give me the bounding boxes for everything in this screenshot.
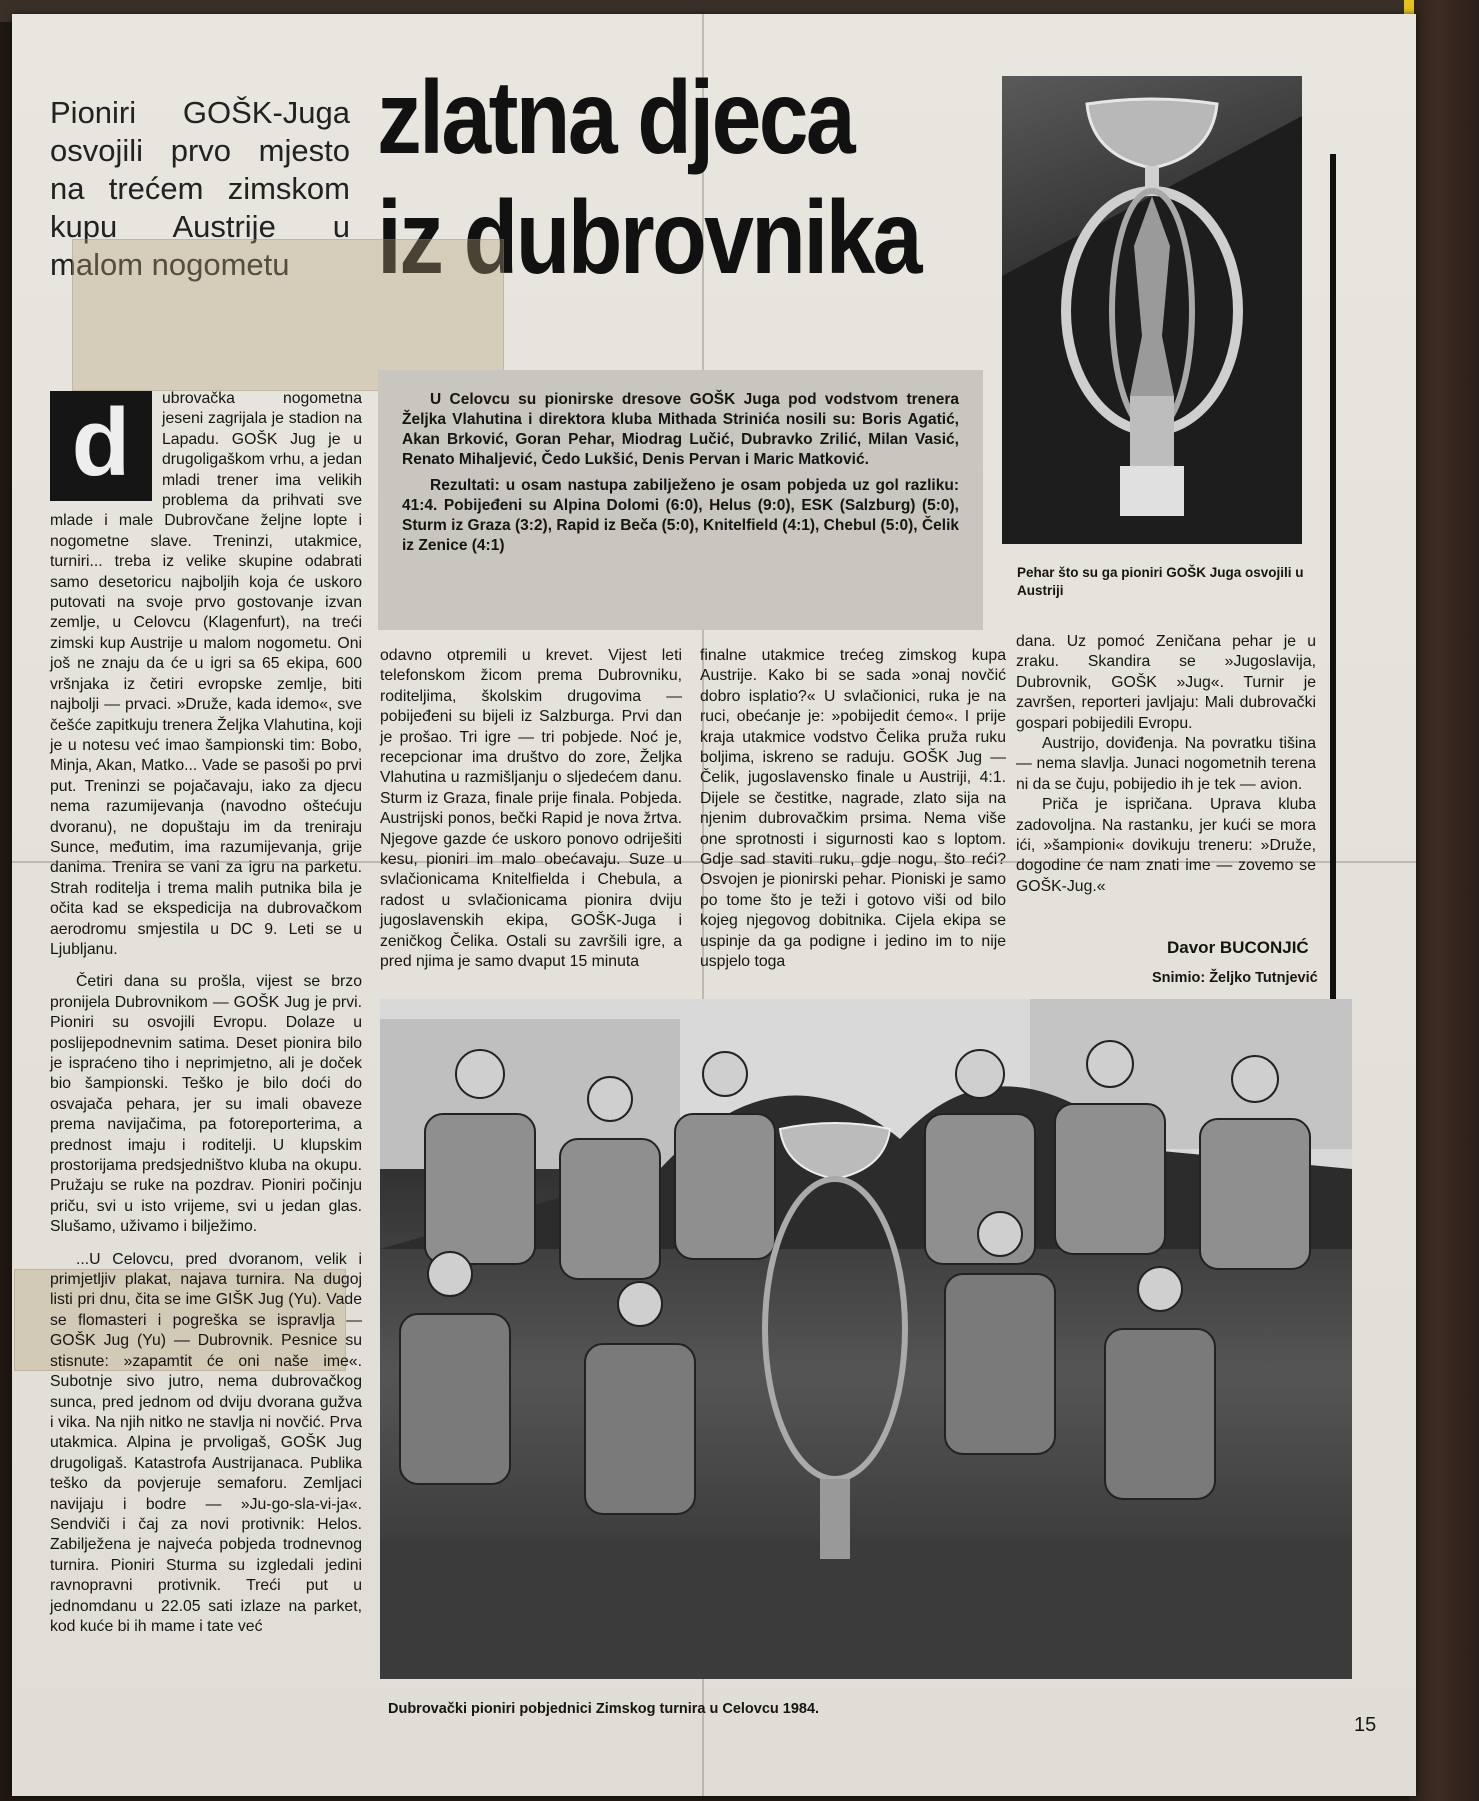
headline-line-2: iz dubrovnika (377, 180, 920, 296)
column-1-paragraph-1: ubrovačka nogometna jeseni zagrijala je stadion na Lapadu. GOŠK Jug je u drugoligaškom vrhu, a jedan mladi trener ima velikih problema da prihvati sve mlade i male Dubrovčane željne lopte i nogometne slave. Treninzi, utakmice, turniri... treba iz velike skupine odabrati samo desetoricu najboljih koja će uskoro putovati na svoje prvo gostovanje izvan zemlje, u Celovcu (Klagenfurt), na treći zimski kup Austrije u malom nogometu. Oni još ne znaju da će u igri sa 65 ekipa, 600 vršnjaka iz četiri evropske zemlje, biti najbolji — prvaci. »Druže, kada idemo«, sve češće zapitkuju trenera Željka Vlahutina, koji je u notesu već imao šampionski tim: Bobo, Minja, Akan, Matko... Vade se pasoši po prvi put. Treninzi se pojačavaju, iako za djecu nema razumijevanja (navodno oštećuju dvoranu), ne dopuštaju im da treniraju Sunce, međutim, ima razumijevanja, grije danima. Trenira se vani za igru na parketu. Strah roditelja i trema malih putnika bila je očita kad se ekspedicija na dubrovačkom aerodromu smjestila u DC 9. Leti se u Ljubljanu. (50, 390, 362, 958)
team-photo-illustration (380, 999, 1352, 1679)
trophy-photo (1002, 76, 1302, 544)
column-3 (700, 646, 1006, 973)
info-box (378, 370, 983, 630)
column-3-text: finalne utakmice trećeg zimskog kupa Austrije. Kako bi se sada »onaj novčić dobro isplatio?« U svlačionici, ruka je na ruci, obećanje je: »pobijedit ćemo«. I prije kraja utakmice vodstvo Čelika pruža ruku boljima, iskreno se raduju. GOŠK Jug — Čelik, jugoslavensko finale u Austriji, 4:1. Dijele se čestitke, nagrade, zlato sija na njenim dubrovačkim prsima. Nema više one sprotnosti i sigurnosti kao s loptom. Gdje sad staviti ruku, gdje nogu, što reći? Osvojen je pionirski pehar. Pioniski je samo po tome što je teži i gotovo viši od bilo kojeg njegovog dobitnika. Cijela ekipa se uspinje da ga podigne i jedino im to nije uspjelo toga (700, 647, 1006, 971)
column-4-paragraph-2: Austrijo, doviđenja. Na povratku tišina — nema slavlja. Junaci nogometnih terena ni da se čuju, pobijedio ih je tek — avion. (1016, 735, 1316, 793)
team-caption: Dubrovački pioniri pobjednici Zimskog turnira u Celovcu 1984. (388, 1701, 820, 1717)
headline-line-1: zlatna djeca (377, 60, 854, 176)
intro-deck: Pioniri GOŠK-Juga osvojili prvo mjesto na trećem zimskom kupu Austrije u malom nogometu (50, 95, 350, 282)
newspaper-page (12, 14, 1416, 1796)
column-4-paragraph-1: dana. Uz pomoć Zeničana pehar je u zraku. Skandira se »Jugoslavija, Dubrovnik, GOŠK »Jug«. Turnir je završen, reporteri javljaju: Mali dubrovački gospari pobijedili Evropu. (1016, 633, 1316, 732)
results-text: Rezultati: u osam nastupa zabilježeno je osam pobjeda uz gol razliku: 41:4. Pobijeđeni su Alpina Dolomi (6:0), Helus (9:0), ESK (Salzburg) (5:0), Sturm iz Graza (3:2), Rapid iz Beča (5:0), Knitelfield (4:1), Chebul (5:0), Čelik iz Zenice (4:1) (402, 477, 959, 554)
trophy-caption: Pehar što su ga pioniri GOŠK Juga osvojili u Austriji (1017, 565, 1304, 598)
photo-credit: Snimio: Željko Tutnjević (1152, 970, 1318, 986)
column-1 (50, 389, 362, 1637)
column-1-paragraph-2: Četiri dana su prošla, vijest se brzo pronijela Dubrovnikom — GOŠK Jug je prvi. Pioniri su osvojili Evropu. Dolaze u poslijepodnevnim satima. Deset pionira bilo je ispraćeno tiho i neprimjetno, ali je doček bio šampionski. Teško je bilo doći do osvajača pehara, jer su imali obaveze prema navijačima, pa fotoreporterima, a prednost imaju i roditelji. U klupskim prostorijama predsjedništvo kluba na okupu. Pružaju se ruke na pozdrav. Pioniri počinju priču, svi u isto vrijeme, svi u jedan glas. Slušamo, uživamo i bilježimo. (50, 973, 362, 1236)
tape-patch (72, 239, 504, 391)
background-right (1409, 0, 1479, 1801)
roster-text: U Celovcu su pionirske dresove GOŠK Juga pod vodstvom trenera Željka Vlahutina i direktora kluba Mithada Strinića nosili su: Boris Agatić, Akan Brković, Goran Pehar, Miodrag Lučić, Dubravko Zrilić, Milan Vasić, Renato Mihaljević, Čedo Lukšić, Denis Pervan i Maric Matković. (402, 391, 959, 468)
column-4-paragraph-3: Priča je ispričana. Uprava kluba zadovoljna. Na rastanku, jer kući se mora ići, »šampioni« dovikuju treneru: »Druže, dogodine će nam znati ime — zovemo se GOŠK-Jug.« (1016, 796, 1316, 895)
author-signature: Davor BUCONJIĆ (1167, 938, 1309, 957)
column-2-text: odavno otpremili u krevet. Vijest leti telefonskom žicom prema Dubrovniku, roditeljima, školskim drugovima — pobijeđeni su bijeli iz Salzburga. Prvi dan je prošao. Tri igre — tri pobjede. Noć je, recepcionar ima društvo do zore, Željka Vlahutina u razmišljanju o sljedećem danu. Sturm iz Graza, finale prije finala. Pobjeda. Austrijski ponos, bečki Rapid je nova žrtva. Njegove gazde će uskoro ponovo odriješiti kesu, pioniri im malo obećavaju. Suze u svlačionicama Knitelfielda i Chebula, a radost u svlačionicama pionira dviju jugoslavenskih ekipa, GOŠK-Juga i zeničkog Čelika. Ostali su završili igre, a pred njima je samo dvaput 15 minuta (380, 647, 682, 971)
column-4 (1016, 632, 1316, 897)
column-2 (380, 646, 682, 973)
page-number: 15 (1354, 1714, 1377, 1736)
trophy-illustration (1002, 76, 1302, 544)
dropcap: d (50, 391, 152, 501)
team-photo (380, 999, 1352, 1679)
column-1-paragraph-3: ...U Celovcu, pred dvoranom, velik i primjetljiv plakat, najava turnira. Na dugoj listi pri dnu, čita se ime GIŠK Jug (Yu). Vade se flomasteri i pogreška se ispravlja — GOŠK Jug (Yu) — Dubrovnik. Pesnice su stisnute: »zapamtit će oni naše ime«. Subotnje sivo jutro, nema dubrovačkog sunca, pred jednom od dviju dvorana gužva i vika. Na njih nitko ne stavlja ni novčić. Prva utakmica. Alpina je prvoligaš, GOŠK Jug drugoligaš. Katastrofa Austrijanaca. Publika teško da povjeruje semaforu. Zemljaci navijaju i bodre — »Ju-go-sla-vi-ja«. Sendviči i čaj za novi protivnik: Helos. Zabilježena je najveća pobjeda trodnevnog turnira. Pioniri Sturma su izgledali jedini ravnopravni protivnik. Treći put u jednomdanu u 22.05 sati izlaze na parket, kod kuće bi ih mame i tate već (50, 1250, 362, 1635)
